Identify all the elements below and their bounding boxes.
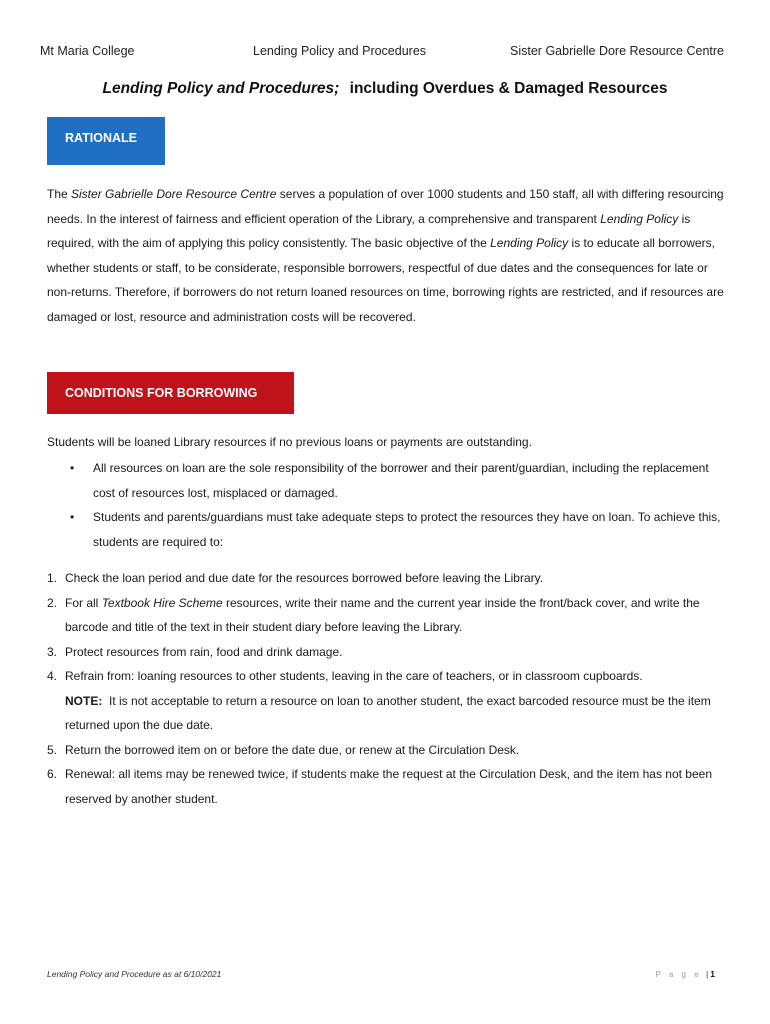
requirement-note <box>65 689 727 738</box>
rationale-paragraph <box>47 182 727 329</box>
requirement-item <box>47 738 727 763</box>
requirement-number: 6. <box>47 767 58 781</box>
bullet-icon: • <box>70 461 75 475</box>
requirement-number: 1. <box>47 571 58 585</box>
requirement-item <box>47 664 727 738</box>
conditions-bullet-list <box>47 456 727 554</box>
requirement-item <box>47 566 727 591</box>
page-indicator <box>655 969 715 979</box>
rationale-policy-ref: Lending Policy <box>490 236 569 250</box>
page-word: P a g e <box>655 970 702 979</box>
rationale-text: serves a population of over 1000 students and 150 staff, all with differing resourcing needs. In the interest of fairness and efficient operation of the Library, a comprehensive and transparent <box>47 187 724 226</box>
bullet-item <box>47 505 727 554</box>
page-header <box>40 44 724 62</box>
requirement-item <box>47 640 727 665</box>
page-separator: | <box>706 969 709 979</box>
requirement-text: Check the loan period and due date for the resources borrowed before leaving the Library. <box>65 571 544 585</box>
rationale-text: The <box>47 187 72 201</box>
header-school-name: Mt Maria College <box>40 44 135 58</box>
rationale-centre-name: Sister Gabrielle Dore Resource Centre <box>71 187 277 201</box>
requirement-text: resources, write their name and the current year inside the front/back cover, and write the barcode and title of the text in their student diary before leaving the Library. <box>65 595 700 634</box>
requirement-number: 4. <box>47 669 58 683</box>
requirement-number: 2. <box>47 595 58 610</box>
document-title-rest: including Overdues & Damaged Resources <box>349 80 668 97</box>
textbook-hire-scheme-term: Textbook Hire Scheme <box>101 595 223 610</box>
requirement-number: 3. <box>47 644 58 659</box>
header-document-name: Lending Policy and Procedures <box>253 44 427 58</box>
bullet-text: Students and parents/guardians must take adequate steps to protect the resources they have on loan. To achieve this, students are required to: <box>93 510 721 549</box>
rationale-policy-ref: Lending Policy <box>600 211 679 226</box>
requirements-list <box>47 566 727 811</box>
requirement-text: Protect resources from rain, food and drink damage. <box>65 644 343 659</box>
rationale-text: is to educate all borrowers, whether students or staff, to be considerate, responsible borrowers, respectful of due dates and the consequences for late or non-returns. Therefore, if borrowers do not return loaned resources on time, borrowing rights are restricted, and if resources are damaged or lost, resource and administration costs will be recovered. <box>47 236 724 324</box>
document-title-italic: Lending Policy and Procedures; <box>102 80 340 97</box>
bullet-item <box>47 456 727 505</box>
note-text: It is not acceptable to return a resource on loan to another student, the exact barcoded resource must be the item returned upon the due date. <box>65 693 711 732</box>
footer-document-date: Lending Policy and Procedure as at 6/10/2021 <box>47 969 222 979</box>
requirement-text: Renewal: all items may be renewed twice, if students make the request at the Circulation Desk, and the item has not been reserved by another student. <box>65 767 713 806</box>
conditions-heading: CONDITIONS FOR BORROWING <box>47 372 294 414</box>
page-number: 1 <box>710 969 715 979</box>
requirement-text: Refrain from: loaning resources to other students, leaving in the care of teachers, or in classroom cupboards. <box>65 669 643 683</box>
requirement-text: For all <box>65 595 102 610</box>
rationale-text: is required, with the aim of applying this policy consistently. The basic objective of the <box>47 211 691 250</box>
requirement-number: 5. <box>47 742 58 757</box>
page-footer <box>47 969 715 983</box>
header-centre-name: Sister Gabrielle Dore Resource Centre <box>510 44 724 58</box>
requirement-text: Return the borrowed item on or before the date due, or renew at the Circulation Desk. <box>65 742 520 757</box>
rationale-heading: RATIONALE <box>47 117 165 165</box>
bullet-text: All resources on loan are the sole responsibility of the borrower and their parent/guardian, including the replacement cost of resources lost, misplaced or damaged. <box>93 461 709 500</box>
bullet-icon: • <box>70 510 75 524</box>
requirement-item <box>47 762 727 811</box>
note-label: NOTE: <box>65 693 103 708</box>
conditions-intro: Students will be loaned Library resources if no previous loans or payments are outstanding. <box>47 435 532 449</box>
requirement-item <box>47 591 727 640</box>
document-title <box>0 80 770 98</box>
